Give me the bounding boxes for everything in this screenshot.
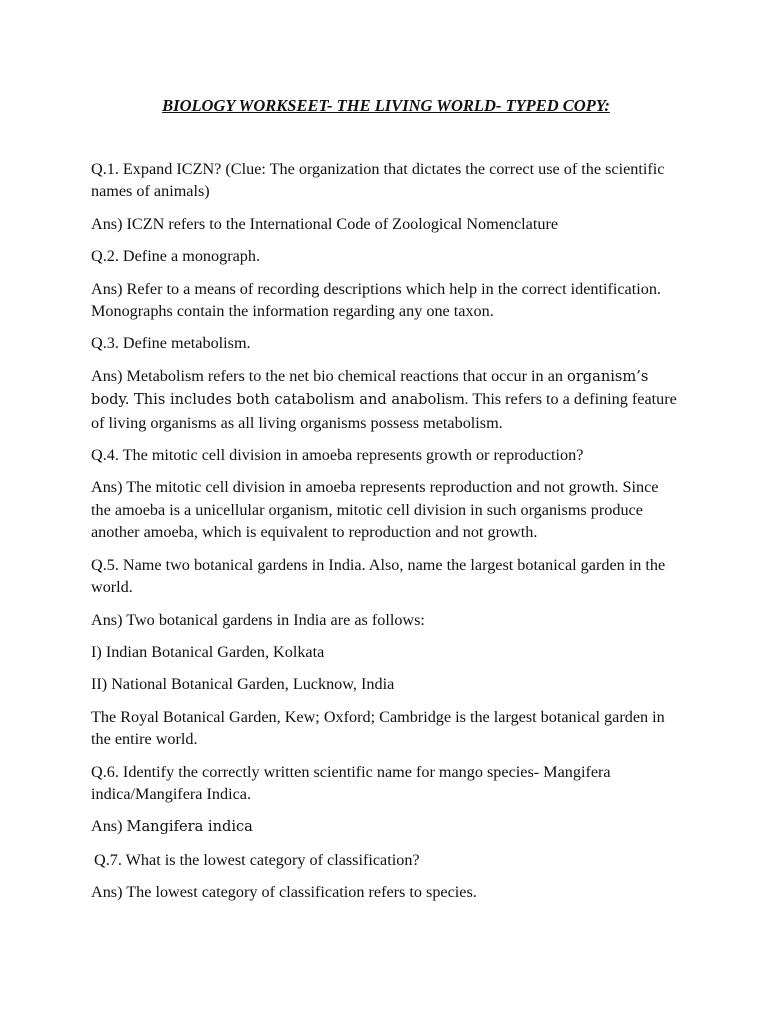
answer-7: Ans) The lowest category of classification refers to species. (91, 883, 477, 902)
answer-1: Ans) ICZN refers to the International Code of Zoological Nomenclature (91, 214, 559, 233)
question-1: Q.1. Expand ICZN? (Clue: The organization that dictates the correct use of the scientific names of animals) (91, 160, 665, 201)
answer-3-part-1: Ans) Metabolism refers to the net bio chemical reactions that occur in an (91, 366, 568, 385)
answer-5: Ans) Two botanical gardens in India are as follows: (91, 610, 425, 629)
answer-2: Ans) Refer to a means of recording descriptions which help in the correct identification. Monographs contain the information regarding any one taxon. (91, 279, 661, 321)
answer-3-part-3: sm. This refers to a defining feature of living organisms as all living organisms possess metabolism. (91, 390, 677, 432)
answer-3-part-2: organism’s body. This includes both catabolism and anaboli (91, 367, 649, 409)
answer-6 (91, 815, 681, 838)
answer-6-value: Mangifera indica (126, 818, 253, 836)
answer-5-item-1: I) Indian Botanical Garden, Kolkata (91, 642, 325, 661)
question-6: Q.6. Identify the correctly written scientific name for mango species- Mangifera indica/Mangifera Indica. (91, 762, 611, 803)
question-3: Q.3. Define metabolism. (91, 334, 251, 353)
answer-6-prefix: Ans) (91, 817, 127, 836)
document-body (91, 158, 681, 914)
answer-4: Ans) The mitotic cell division in amoeba represents reproduction and not growth. Since the amoeba is a unicellular organism, mitotic cell division in such organisms produce another amoeba, which is equivalent to reproduction and not growth. (91, 478, 659, 542)
question-7: Q.7. What is the lowest category of classification? (94, 850, 420, 869)
question-4: Q.4. The mitotic cell division in amoeba represents growth or reproduction? (91, 446, 584, 465)
question-2: Q.2. Define a monograph. (91, 247, 261, 266)
answer-5-item-2: II) National Botanical Garden, Lucknow, India (91, 675, 395, 694)
answer-3 (91, 365, 681, 434)
question-5: Q.5. Name two botanical gardens in India. Also, name the largest botanical garden in the world. (91, 555, 666, 597)
answer-5-note: The Royal Botanical Garden, Kew; Oxford; Cambridge is the largest botanical garden in the entire world. (91, 707, 665, 749)
document-title: BIOLOGY WORKSEET- THE LIVING WORLD- TYPED COPY: (162, 96, 610, 115)
